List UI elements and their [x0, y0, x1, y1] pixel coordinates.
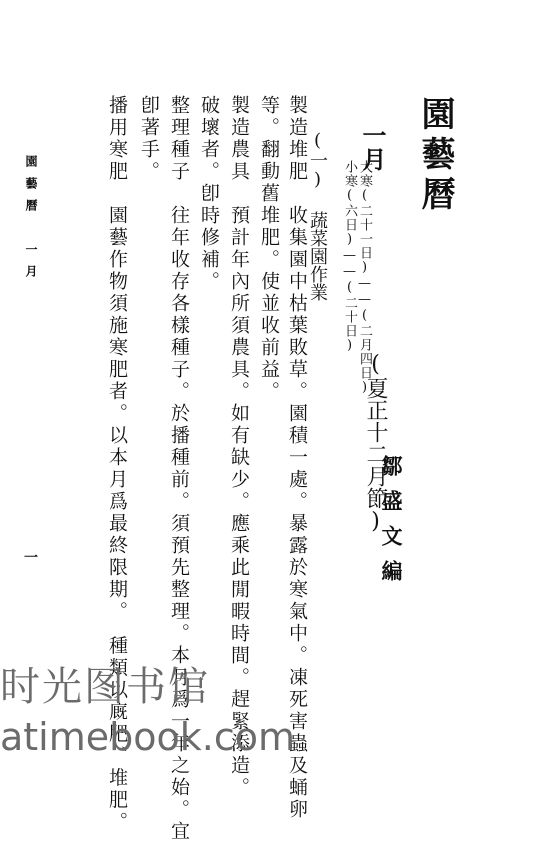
- month-label: 一月: [358, 123, 387, 171]
- text-column-7: 播用寒肥 園藝作物須施寒肥者。以本月爲最終限期。 種類以廐肥、堆肥。: [106, 95, 128, 834]
- page-number: 一: [22, 550, 38, 574]
- watermark-url: atimebook.com: [0, 715, 296, 759]
- solar-term-minor-cold: 小寒(六日)——(二十日): [342, 160, 357, 354]
- author-credit: 鄒盛文編: [379, 455, 404, 595]
- lunar-month-note: (夏正十二月節): [363, 352, 388, 534]
- page-title: 園藝曆: [415, 96, 455, 216]
- text-column-1: 製造堆肥 收集園中枯葉敗草。園積一處。暴露於寒氣中。凍死害蟲及蛹卵: [286, 95, 308, 821]
- section-heading: (一) 蔬菜園作業: [307, 130, 328, 301]
- text-column-6: 卽著手。: [138, 95, 160, 183]
- text-column-5: 整理種子 往年收存各樣種子。於播種前。須預先整理。本月爲一年之始。宜: [168, 95, 190, 843]
- watermark-chinese: 时光图书馆: [0, 664, 210, 710]
- text-column-2: 等。翻動舊堆肥。使並收前益。: [258, 95, 280, 403]
- running-head: 園藝曆 一月: [24, 155, 38, 287]
- solar-term-major-cold: 大寒(二十一日)——(二月四日): [357, 160, 372, 396]
- text-column-4: 破壞者。卽時修補。: [198, 95, 220, 293]
- text-column-3: 製造農具 預計年內所須農具。如有缺少。應乘此閒暇時間。趕緊添造。: [228, 95, 250, 799]
